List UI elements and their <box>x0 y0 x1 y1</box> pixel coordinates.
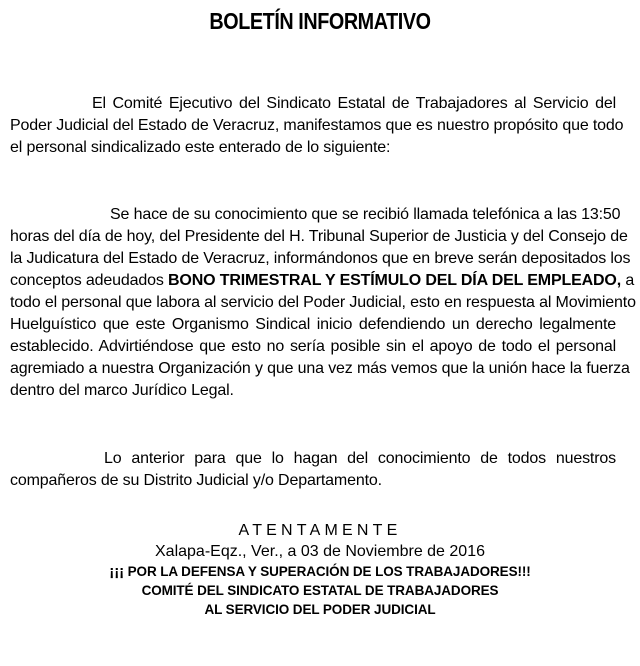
notice-line-8: agremiado a nuestra Organización y que una vez más vemos que la unión hace la fuerza <box>10 360 630 377</box>
bonus-concepts-bold: BONO TRIMESTRAL Y ESTÍMULO DEL DÍA DEL EMPLEADO, <box>168 272 622 289</box>
notice-line-2: horas del día de hoy, del Presidente del H. Tribunal Superior de Justicia y del Consejo de <box>10 228 628 245</box>
intro-line-1: El Comité Ejecutivo del Sindicato Estatal de Trabajadores al Servicio del <box>92 95 616 112</box>
motto-prefix: ¡¡¡ <box>109 563 124 580</box>
notice-line-4 <box>10 270 635 292</box>
closing-line-1: Lo anterior para que lo hagan del conocimiento de todos nuestros <box>104 450 616 467</box>
motto-text: POR LA DEFENSA Y SUPERACIÓN DE LOS TRABAJADORES!!! <box>123 564 531 579</box>
organization-line-1: COMITÉ DEL SINDICATO ESTATAL DE TRABAJADORES <box>141 583 499 598</box>
bulletin-title: BOLETÍN INFORMATIVO <box>209 8 431 34</box>
intro-line-2: Poder Judicial del Estado de Veracruz, manifestamos que es nuestro propósito que todo <box>10 117 624 134</box>
intro-line-3: el personal sindicalizado este enterado de lo siguiente: <box>10 139 391 156</box>
notice-line-9: dentro del marco Jurídico Legal. <box>10 382 234 399</box>
notice-line-3: la Judicatura del Estado de Veracruz, informándonos que en breve serán depositados los <box>10 250 631 267</box>
atentamente-label: ATENTAMENTE <box>238 522 402 539</box>
intro-paragraph <box>10 93 624 159</box>
organization-line-2: AL SERVICIO DEL PODER JUDICIAL <box>204 602 436 617</box>
motto <box>0 562 640 581</box>
notice-line-7: establecido. Advirtiéndose que esto no sería posible sin el apoyo de todo el personal <box>10 338 616 355</box>
closing-paragraph <box>10 448 616 492</box>
notice-line-1: Se hace de su conocimiento que se recibió llamada telefónica a las 13:50 <box>110 206 621 223</box>
notice-line-4-start: conceptos adeudados <box>10 272 169 289</box>
notice-line-5: todo el personal que labora al servicio del Poder Judicial, esto en respuesta al Movimiento <box>10 294 636 311</box>
signature-block <box>0 520 640 619</box>
closing-line-2: compañeros de su Distrito Judicial y/o Departamento. <box>10 472 382 489</box>
notice-line-6: Huelguístico que este Organismo Sindical inicio defendiendo un derecho legalmente <box>10 316 616 333</box>
place-date: Xalapa-Eqz., Ver., a 03 de Noviembre de 2016 <box>155 543 485 560</box>
notice-line-4-end: a <box>621 272 635 289</box>
notice-paragraph <box>10 204 636 402</box>
